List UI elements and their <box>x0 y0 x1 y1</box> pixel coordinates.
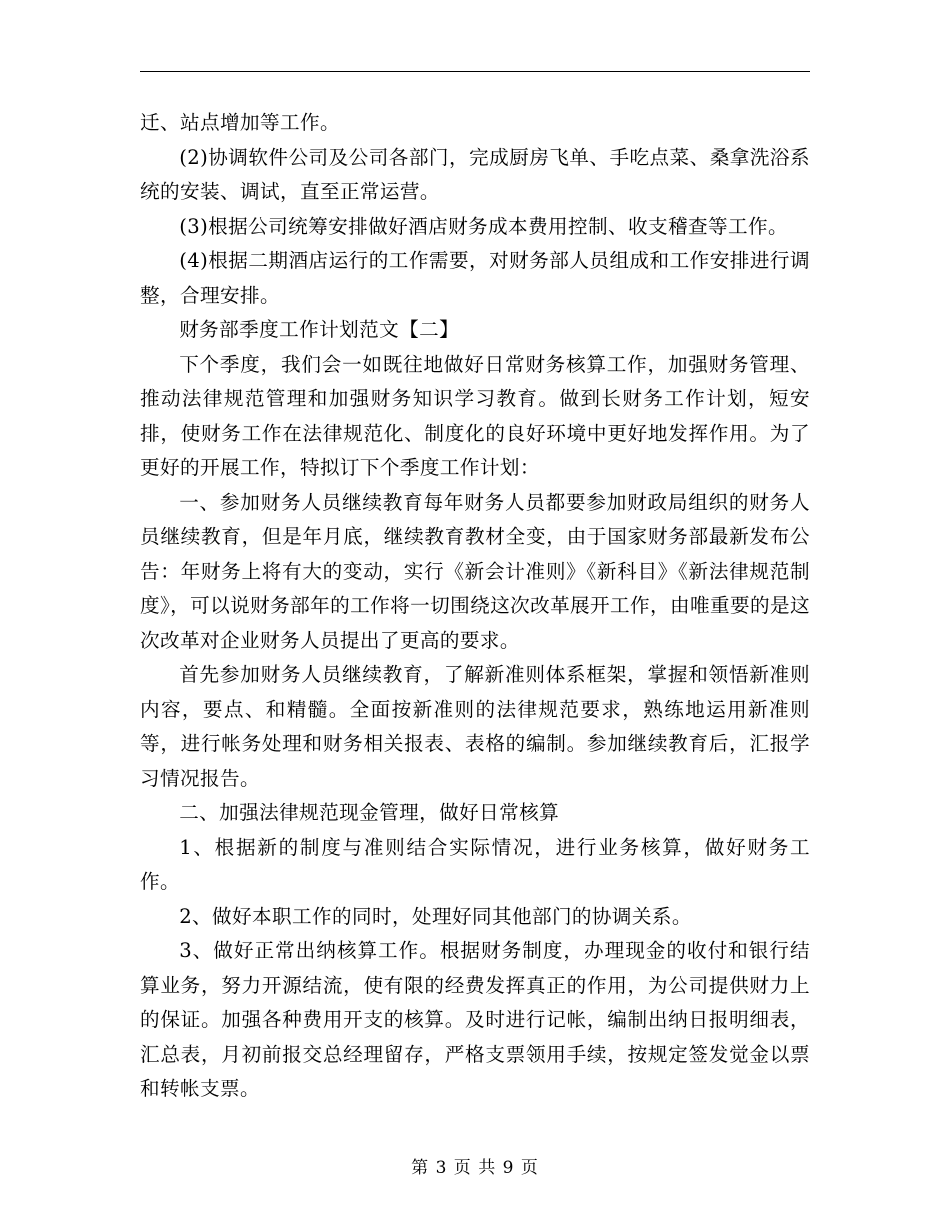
header-rule <box>140 71 810 72</box>
paragraph-item-3: (3)根据公司统筹安排做好酒店财务成本费用控制、收支稽查等工作。 <box>179 214 788 238</box>
paragraph-point-3: 3、做好正常出纳核算工作。根据财务制度，办理现金的收付和银行结算业务，努力开源结流，使有限的经费发挥真正的作用，为公司提供财力上的保证。加强各种费用开支的核算。及时进行记帐，编制出纳日报明细表，汇总表，月初前报交总经理留存，严格支票领用手续，按规定签发觉金以票和转帐支票。 <box>140 939 810 1100</box>
paragraph-item-4: (4)根据二期酒店运行的工作需要，对财务部人员组成和工作安排进行调整，合理安排。 <box>140 249 810 307</box>
paragraph-point-1: 1、根据新的制度与准则结合实际情况，进行业务核算，做好财务工作。 <box>140 835 810 893</box>
page-number: 第 3 页 共 9 页 <box>411 1158 539 1178</box>
paragraph-item-2: (2)协调软件公司及公司各部门，完成厨房飞单、手吃点菜、桑拿洗浴系统的安装、调试，直至正常运营。 <box>140 145 810 203</box>
paragraph-continuing-education: 首先参加财务人员继续教育，了解新准则体系框架，掌握和领悟新准则内容，要点、和精髓。全面按新准则的法律规范要求，熟练地运用新准则等，进行帐务处理和财务相关报表、表格的编制。参加继续教育后，汇报学习情况报告。 <box>140 663 810 790</box>
paragraph-intro: 下个季度，我们会一如既往地做好日常财务核算工作，加强财务管理、推动法律规范管理和加强财务知识学习教育。做到长财务工作计划，短安排，使财务工作在法律规范化、制度化的良好环境中更好地发挥作用。为了更好的开展工作，特拟订下个季度工作计划： <box>140 352 810 479</box>
paragraph-section-one: 一、参加财务人员继续教育每年财务人员都要参加财政局组织的财务人员继续教育，但是年月底，继续教育教材全变，由于国家财务部最新发布公告：年财务上将有大的变动，实行《新会计准则》《新科目》《新法律规范制度》，可以说财务部年的工作将一切围绕这次改革展开工作，由唯重要的是这次改革对企业财务人员提出了更高的要求。 <box>140 490 810 652</box>
paragraph-section-two: 二、加强法律规范现金管理，做好日常核算 <box>179 801 560 824</box>
paragraph-continuation: 迁、站点增加等工作。 <box>140 111 340 134</box>
document-body <box>140 106 810 1107</box>
paragraph-point-2: 2、做好本职工作的同时，处理好同其他部门的协调关系。 <box>179 904 692 928</box>
section-heading: 财务部季度工作计划范文【二】 <box>179 318 460 341</box>
